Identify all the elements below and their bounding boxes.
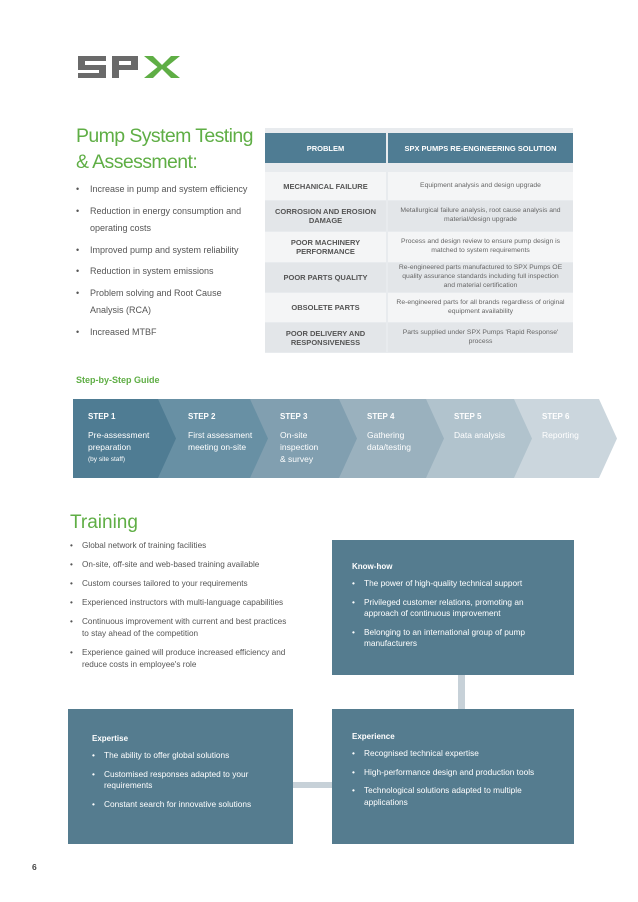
pump-testing-title xyxy=(76,123,276,175)
experience-list xyxy=(352,748,557,815)
expertise-box xyxy=(68,709,293,844)
solution-cell: Re-engineered parts manufactured to SPX Pumps OE quality assurance standards including full inspection and material certification xyxy=(388,263,573,292)
training-title: Training xyxy=(70,512,138,533)
step-label: STEP 5 xyxy=(454,412,482,421)
step-1 xyxy=(73,399,176,478)
table-row xyxy=(265,232,573,262)
list-item: • Continuous improvement with current and best practices to stay ahead of the competition xyxy=(70,616,287,640)
step-text: First assessment meeting on-site xyxy=(188,430,253,452)
problem-cell: MECHANICAL FAILURE xyxy=(265,172,386,200)
experience-box xyxy=(332,709,574,844)
list-item: • Recognised technical expertise xyxy=(352,748,557,760)
spx-logo xyxy=(76,52,184,82)
step-label: STEP 1 xyxy=(88,412,116,421)
solution-cell: Process and design review to ensure pump design is matched to system requirements xyxy=(388,232,573,262)
knowhow-title: Know-how xyxy=(352,562,393,571)
list-item: • The ability to offer global solutions xyxy=(92,750,277,762)
step-label: STEP 4 xyxy=(367,412,395,421)
list-item: • Belonging to an international group of pump manufacturers xyxy=(352,627,557,650)
step-note: (by site staff) xyxy=(88,456,126,463)
step-label: STEP 2 xyxy=(188,412,216,421)
solution-cell: Equipment analysis and design upgrade xyxy=(388,172,573,200)
list-item: • Increase in pump and system efficiency xyxy=(76,181,256,199)
list-item: • Customised responses adapted to your requirements xyxy=(92,769,277,792)
connector-vertical xyxy=(458,675,465,709)
step-guide-title: Step-by-Step Guide xyxy=(76,375,160,385)
training-list xyxy=(70,540,320,678)
problem-cell: POOR MACHINERY PERFORMANCE xyxy=(265,232,386,262)
list-item: • Technological solutions adapted to multiple applications xyxy=(352,785,557,808)
problem-solution-table xyxy=(265,128,573,353)
table-header-problem: PROBLEM xyxy=(265,133,386,163)
table-header-solution: SPX PUMPS RE-ENGINEERING SOLUTION xyxy=(388,133,573,163)
step-text: Pre-assessment preparation (by site staff) xyxy=(88,429,160,466)
table-row xyxy=(265,201,573,231)
table-row xyxy=(265,172,573,200)
solution-cell: Metallurgical failure analysis, root cause analysis and material/design upgrade xyxy=(388,201,573,231)
solution-cell: Parts supplied under SPX Pumps 'Rapid Response' process xyxy=(388,323,573,352)
list-item: • Problem solving and Root Cause Analysis (RCA) xyxy=(76,285,256,320)
list-item: • Reduction in system emissions xyxy=(76,263,256,281)
connector-horizontal xyxy=(293,782,332,788)
title-line-2: & Assessment: xyxy=(76,151,198,173)
knowhow-box xyxy=(332,540,574,675)
pump-benefits-list xyxy=(76,181,256,345)
step-label: STEP 6 xyxy=(542,412,570,421)
table-row xyxy=(265,323,573,352)
step-label: STEP 3 xyxy=(280,412,308,421)
step-text: Data analysis xyxy=(454,430,506,440)
knowhow-list xyxy=(352,578,557,657)
list-item: • Constant search for innovative solutions xyxy=(92,799,277,811)
list-item: • Global network of training facilities xyxy=(70,540,320,552)
solution-cell: Re-engineered parts for all brands regardless of original equipment availability xyxy=(388,293,573,322)
step-text: Reporting xyxy=(542,430,579,440)
expertise-title: Expertise xyxy=(92,734,129,743)
problem-cell: CORROSION AND EROSION DAMAGE xyxy=(265,201,386,231)
list-item: • Reduction in energy consumption and operating costs xyxy=(76,203,256,238)
list-item: • High-performance design and production tools xyxy=(352,767,557,779)
list-item: • The power of high-quality technical support xyxy=(352,578,557,590)
step-text: On-site inspection & survey xyxy=(280,430,319,464)
expertise-list xyxy=(92,750,277,817)
list-item: • Experienced instructors with multi-language capabilities xyxy=(70,597,320,609)
title-line-1: Pump System Testing xyxy=(76,125,253,147)
list-item: • On-site, off-site and web-based training available xyxy=(70,559,320,571)
step-text: Gathering data/testing xyxy=(367,430,411,452)
problem-cell: OBSOLETE PARTS xyxy=(265,293,386,322)
list-item: • Custom courses tailored to your requirements xyxy=(70,578,320,590)
problem-cell: POOR DELIVERY AND RESPONSIVENESS xyxy=(265,323,386,352)
list-item: • Experience gained will produce increased efficiency and reduce costs in employee's role xyxy=(70,647,297,671)
table-row xyxy=(265,293,573,322)
problem-cell: POOR PARTS QUALITY xyxy=(265,263,386,292)
list-item: • Privileged customer relations, promoting an approach of continuous improvement xyxy=(352,597,557,620)
experience-title: Experience xyxy=(352,732,395,741)
list-item: • Improved pump and system reliability xyxy=(76,242,256,260)
list-item: • Increased MTBF xyxy=(76,324,256,342)
table-row xyxy=(265,263,573,292)
page-number: 6 xyxy=(32,862,37,872)
